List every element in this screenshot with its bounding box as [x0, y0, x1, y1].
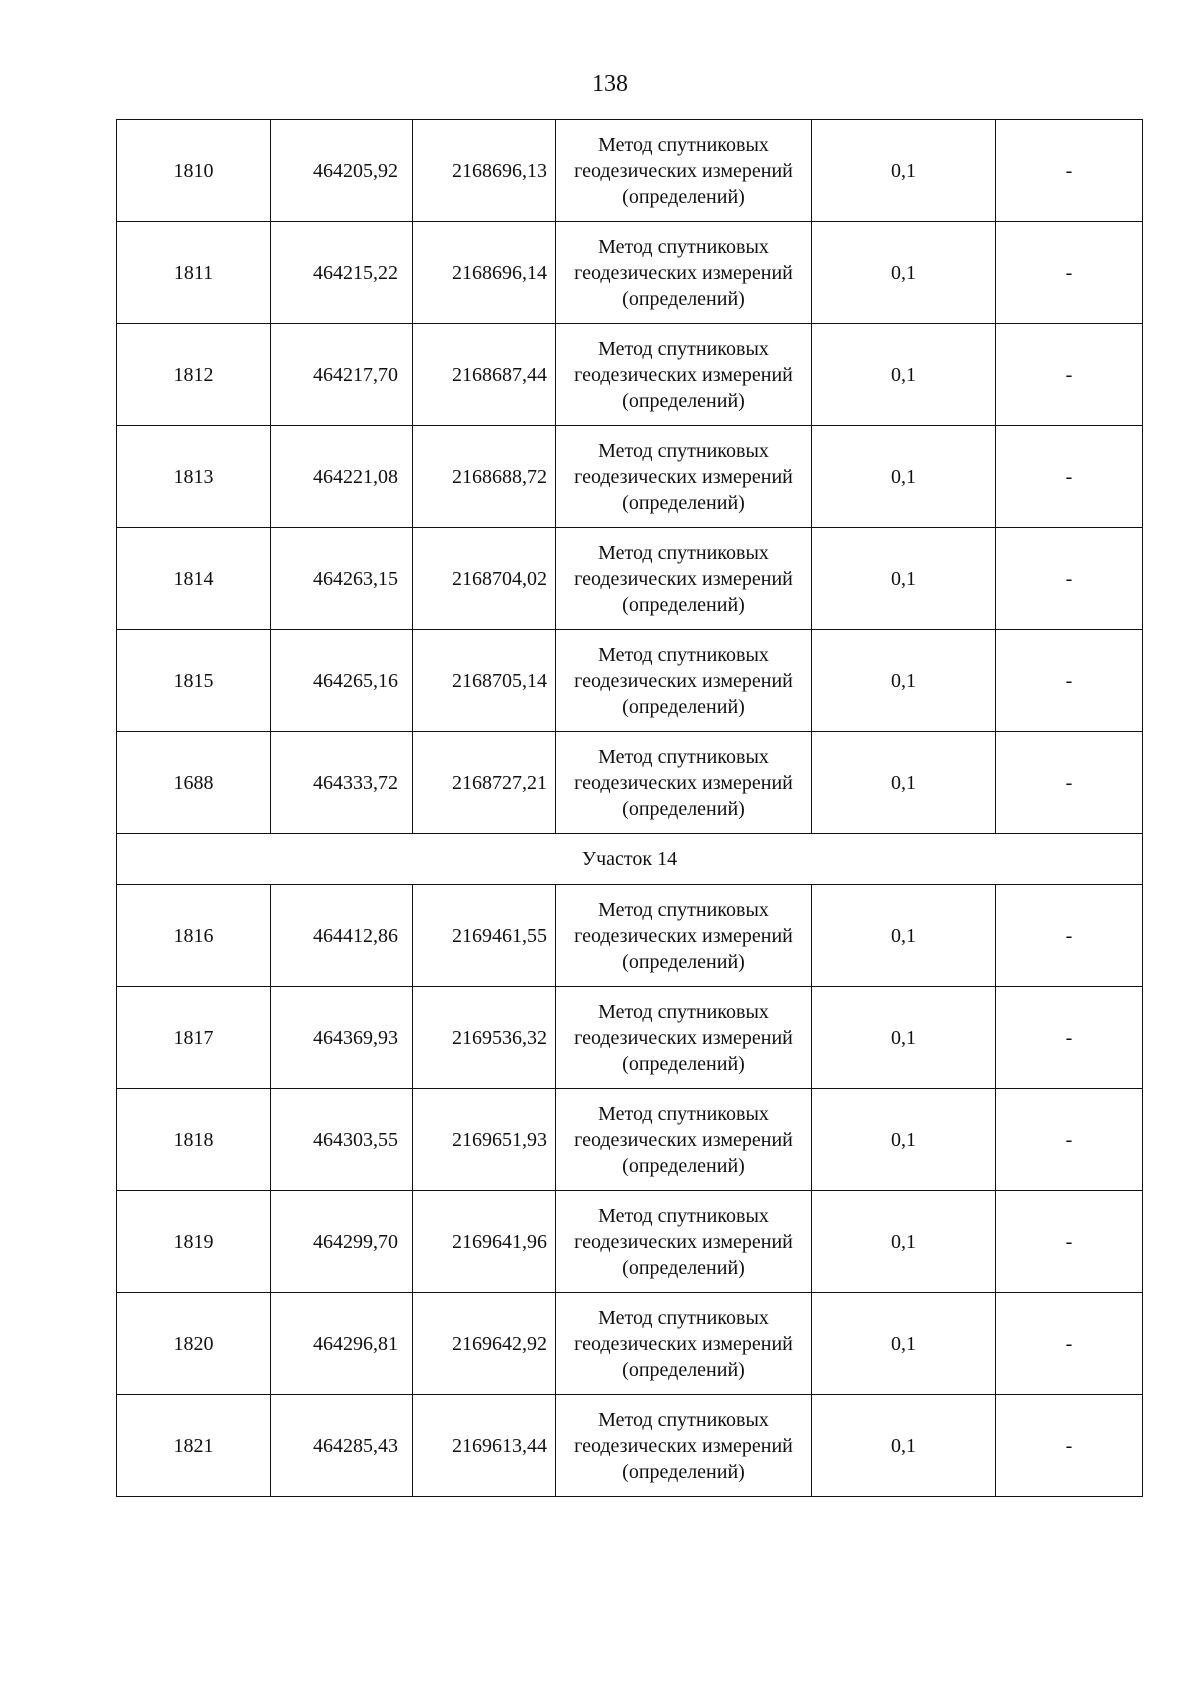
coordinate-x: 464412,86: [271, 885, 413, 987]
note-value: -: [996, 528, 1143, 630]
section-row: [117, 834, 1143, 885]
note-value: -: [996, 1395, 1143, 1497]
note-value: -: [996, 324, 1143, 426]
method-line-2: геодезических измерений: [574, 465, 793, 488]
accuracy-value: 0,1: [812, 630, 996, 732]
method-line-2: геодезических измерений: [574, 1332, 793, 1355]
note-value: -: [996, 1089, 1143, 1191]
table-row: [117, 1293, 1143, 1395]
coordinate-x: 464369,93: [271, 987, 413, 1089]
coordinate-x: 464303,55: [271, 1089, 413, 1191]
method-line-2: геодезических измерений: [574, 1026, 793, 1049]
method-line-2: геодезических измерений: [574, 159, 793, 182]
table-row: [117, 222, 1143, 324]
coordinates-table: [116, 119, 1143, 1497]
method-cell: [556, 630, 812, 732]
table-row: [117, 1191, 1143, 1293]
method-line-1: Метод спутниковых: [598, 898, 769, 921]
method-line-1: Метод спутниковых: [598, 1102, 769, 1125]
method-line-3: (определений): [622, 287, 745, 310]
method-line-2: геодезических измерений: [574, 1128, 793, 1151]
method-line-2: геодезических измерений: [574, 1434, 793, 1457]
accuracy-value: 0,1: [812, 426, 996, 528]
table-row: [117, 1089, 1143, 1191]
accuracy-value: 0,1: [812, 222, 996, 324]
coordinate-x: 464221,08: [271, 426, 413, 528]
method-line-1: Метод спутниковых: [598, 133, 769, 156]
method-line-3: (определений): [622, 1460, 745, 1483]
accuracy-value: 0,1: [812, 732, 996, 834]
note-value: -: [996, 987, 1143, 1089]
method-cell: [556, 1395, 812, 1497]
coordinate-x: 464296,81: [271, 1293, 413, 1395]
method-line-1: Метод спутниковых: [598, 1408, 769, 1431]
note-value: -: [996, 1191, 1143, 1293]
note-value: -: [996, 222, 1143, 324]
method-line-1: Метод спутниковых: [598, 1204, 769, 1227]
point-number: 1811: [117, 222, 271, 324]
accuracy-value: 0,1: [812, 120, 996, 222]
accuracy-value: 0,1: [812, 1191, 996, 1293]
table-row: [117, 630, 1143, 732]
coordinate-y: 2169641,96: [413, 1191, 556, 1293]
method-cell: [556, 528, 812, 630]
method-cell: [556, 324, 812, 426]
table-row: [117, 1395, 1143, 1497]
method-line-1: Метод спутниковых: [598, 1306, 769, 1329]
accuracy-value: 0,1: [812, 1395, 996, 1497]
point-number: 1688: [117, 732, 271, 834]
note-value: -: [996, 426, 1143, 528]
accuracy-value: 0,1: [812, 1293, 996, 1395]
method-cell: [556, 1293, 812, 1395]
coordinate-y: 2169536,32: [413, 987, 556, 1089]
point-number: 1815: [117, 630, 271, 732]
coordinate-y: 2168705,14: [413, 630, 556, 732]
method-cell: [556, 222, 812, 324]
method-line-3: (определений): [622, 389, 745, 412]
coordinate-x: 464263,15: [271, 528, 413, 630]
point-number: 1820: [117, 1293, 271, 1395]
coordinate-x: 464299,70: [271, 1191, 413, 1293]
point-number: 1821: [117, 1395, 271, 1497]
accuracy-value: 0,1: [812, 885, 996, 987]
coordinate-x: 464205,92: [271, 120, 413, 222]
method-line-3: (определений): [622, 797, 745, 820]
coordinate-y: 2169642,92: [413, 1293, 556, 1395]
accuracy-value: 0,1: [812, 324, 996, 426]
coordinate-y: 2168696,13: [413, 120, 556, 222]
table-row: [117, 120, 1143, 222]
coordinate-y: 2169461,55: [413, 885, 556, 987]
point-number: 1812: [117, 324, 271, 426]
table-row: [117, 324, 1143, 426]
coordinate-y: 2168704,02: [413, 528, 556, 630]
method-line-3: (определений): [622, 185, 745, 208]
method-line-2: геодезических измерений: [574, 669, 793, 692]
table-row: [117, 732, 1143, 834]
method-line-3: (определений): [622, 1052, 745, 1075]
coordinate-y: 2168687,44: [413, 324, 556, 426]
method-line-1: Метод спутниковых: [598, 439, 769, 462]
table-body-bottom: [117, 885, 1143, 1497]
method-line-3: (определений): [622, 593, 745, 616]
coordinate-y: 2168727,21: [413, 732, 556, 834]
accuracy-value: 0,1: [812, 528, 996, 630]
point-number: 1814: [117, 528, 271, 630]
method-line-1: Метод спутниковых: [598, 337, 769, 360]
coordinate-x: 464265,16: [271, 630, 413, 732]
note-value: -: [996, 732, 1143, 834]
point-number: 1813: [117, 426, 271, 528]
coordinate-y: 2168688,72: [413, 426, 556, 528]
coordinate-y: 2169651,93: [413, 1089, 556, 1191]
table-row: [117, 426, 1143, 528]
method-line-2: геодезических измерений: [574, 771, 793, 794]
method-line-1: Метод спутниковых: [598, 235, 769, 258]
table-row: [117, 528, 1143, 630]
coordinate-y: 2168696,14: [413, 222, 556, 324]
coordinate-x: 464285,43: [271, 1395, 413, 1497]
method-line-3: (определений): [622, 1358, 745, 1381]
method-line-3: (определений): [622, 491, 745, 514]
accuracy-value: 0,1: [812, 987, 996, 1089]
table-body-top: [117, 120, 1143, 834]
point-number: 1819: [117, 1191, 271, 1293]
method-line-1: Метод спутниковых: [598, 1000, 769, 1023]
note-value: -: [996, 1293, 1143, 1395]
point-number: 1816: [117, 885, 271, 987]
accuracy-value: 0,1: [812, 1089, 996, 1191]
method-cell: [556, 1191, 812, 1293]
table-row: [117, 885, 1143, 987]
section-label: Участок 14: [117, 834, 1143, 885]
method-cell: [556, 885, 812, 987]
method-line-2: геодезических измерений: [574, 261, 793, 284]
method-line-1: Метод спутниковых: [598, 541, 769, 564]
method-line-1: Метод спутниковых: [598, 643, 769, 666]
table-row: [117, 987, 1143, 1089]
method-cell: [556, 1089, 812, 1191]
method-cell: [556, 732, 812, 834]
method-cell: [556, 426, 812, 528]
method-cell: [556, 120, 812, 222]
page-number: 138: [592, 71, 628, 97]
method-line-3: (определений): [622, 950, 745, 973]
coordinate-x: 464217,70: [271, 324, 413, 426]
note-value: -: [996, 630, 1143, 732]
method-line-2: геодезических измерений: [574, 924, 793, 947]
method-line-3: (определений): [622, 1256, 745, 1279]
point-number: 1810: [117, 120, 271, 222]
method-line-2: геодезических измерений: [574, 1230, 793, 1253]
method-line-3: (определений): [622, 1154, 745, 1177]
coordinate-x: 464215,22: [271, 222, 413, 324]
method-line-2: геодезических измерений: [574, 363, 793, 386]
method-line-1: Метод спутниковых: [598, 745, 769, 768]
coordinate-x: 464333,72: [271, 732, 413, 834]
coordinate-y: 2169613,44: [413, 1395, 556, 1497]
method-cell: [556, 987, 812, 1089]
note-value: -: [996, 120, 1143, 222]
method-line-3: (определений): [622, 695, 745, 718]
point-number: 1818: [117, 1089, 271, 1191]
note-value: -: [996, 885, 1143, 987]
point-number: 1817: [117, 987, 271, 1089]
table-section: [117, 834, 1143, 885]
method-line-2: геодезических измерений: [574, 567, 793, 590]
